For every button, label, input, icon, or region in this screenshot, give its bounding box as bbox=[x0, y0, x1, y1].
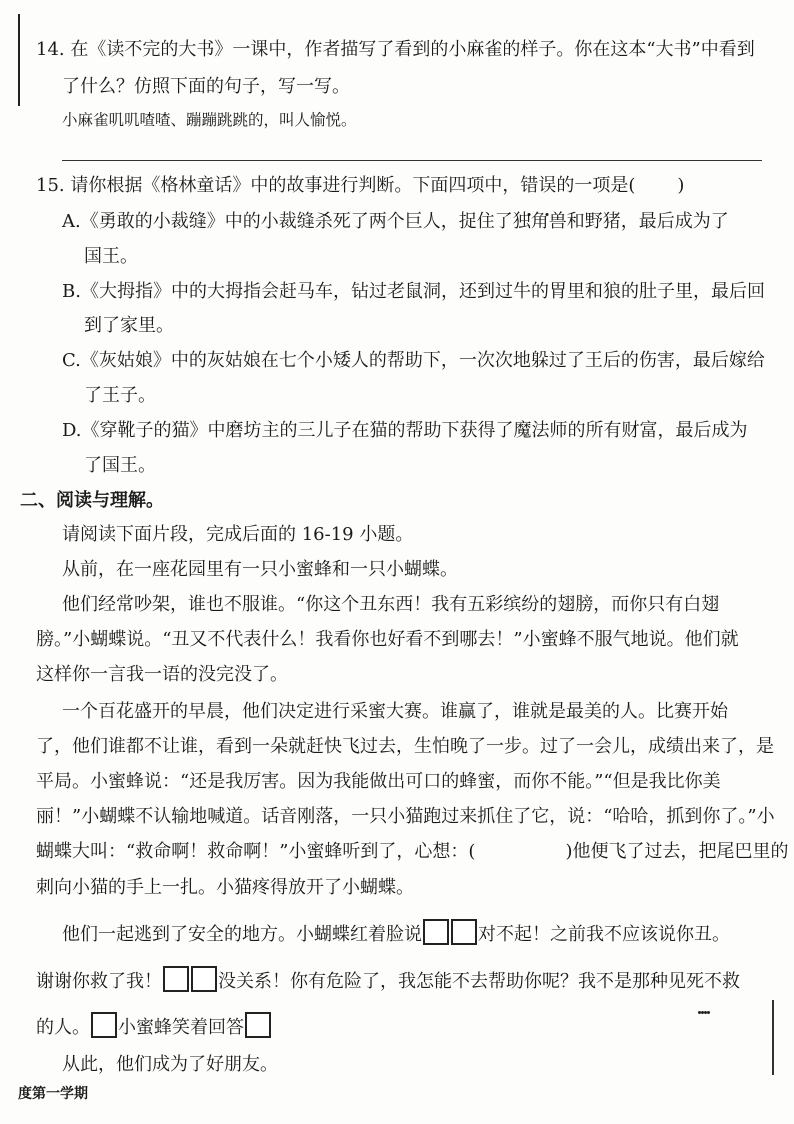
punctuation-box[interactable] bbox=[163, 966, 189, 992]
passage-p3-line6: 刺向小猫的手上一扎。小猫疼得放开了小蝴蝶。 bbox=[36, 877, 414, 898]
passage-p3-line3: 平局。小蜜蜂说：“还是我厉害。因为我能做出可口的蜂蜜，而你不能。”“但是我比你美 bbox=[36, 771, 721, 792]
passage-p4-text-3: 谢谢你救了我！ bbox=[36, 971, 162, 992]
q15-stem-close: ) bbox=[677, 175, 685, 196]
q15-stem bbox=[36, 174, 684, 198]
q15-option-d-line1: D.《穿靴子的猫》中磨坊主的三儿子在猫的帮助下获得了魔法师的所有财富，最后成为 bbox=[62, 420, 748, 441]
passage-p3-line5-end: )他便飞了过去，把尾巴里的 bbox=[565, 841, 789, 862]
passage-paragraph-5: 从此，他们成为了好朋友。 bbox=[62, 1054, 278, 1075]
passage-p2-line1: 他们经常吵架，谁也不服谁。“你这个丑东西！我有五彩缤纷的翅膀，而你只有白翅 bbox=[62, 594, 720, 615]
q15-emphasis-char-2: 误 bbox=[538, 174, 556, 198]
q15-option-c-line2: 了王子。 bbox=[84, 385, 156, 406]
q14-line1: 14. 在《读不完的大书》一课中，作者描写了看到的小麻雀的样子。你在这本“大书”中看到 bbox=[36, 39, 755, 60]
passage-p2-line2: 膀。”小蝴蝶说。“丑又不代表什么！我看你也好看不到哪去！”小蜜蜂不服气地说。他们就 bbox=[36, 629, 739, 650]
passage-p4-text-5: 的人。 bbox=[36, 1017, 90, 1038]
passage-p4-text-2: 对不起！之前我不应该说你丑。 bbox=[478, 924, 730, 945]
margin-line-left bbox=[18, 14, 20, 106]
q15-emphasis-char-1: 错 bbox=[520, 174, 538, 198]
q15-option-a-line1: A.《勇敢的小裁缝》中的小裁缝杀死了两个巨人，捉住了独角兽和野猪，最后成为了 bbox=[62, 211, 729, 232]
page-footer: 度第一学期 bbox=[18, 1086, 88, 1102]
punctuation-box[interactable] bbox=[245, 1012, 271, 1038]
passage-p3-line4: 丽！”小蝴蝶不认输地喊道。话音刚落，一只小猫跑过来抓住了它，说：“哈哈，抓到你了。”小 bbox=[36, 806, 775, 827]
q15-option-d-line2: 了国王。 bbox=[84, 455, 156, 476]
margin-line-right bbox=[772, 1000, 774, 1075]
passage-p4-text-4: 没关系！你有危险了，我怎能不去帮助你呢？我不是那种 bbox=[218, 971, 668, 992]
passage-p3-line2: 了，他们谁都不让谁，看到一朵就赶快飞过去，生怕晚了一步。过了一会儿，成绩出来了，是 bbox=[36, 736, 774, 757]
passage-p4-line1 bbox=[62, 919, 730, 947]
reading-intro: 请阅读下面片段，完成后面的 16-19 小题。 bbox=[62, 524, 414, 545]
punctuation-box[interactable] bbox=[91, 1012, 117, 1038]
passage-p4-line3 bbox=[36, 1012, 272, 1040]
q15-option-b-line2: 到了家里。 bbox=[84, 315, 174, 336]
answer-line bbox=[62, 160, 762, 161]
section-heading: 二、阅读与理解。 bbox=[20, 490, 164, 511]
passage-p3-line5 bbox=[36, 840, 788, 864]
emphasis-dots bbox=[698, 997, 710, 1021]
passage-p3-line1: 一个百花盛开的早晨，他们决定进行采蜜大赛。谁赢了，谁就是最美的人。比赛开始 bbox=[62, 701, 728, 722]
punctuation-box[interactable] bbox=[191, 966, 217, 992]
punctuation-box[interactable] bbox=[451, 919, 477, 945]
q15-option-a-line2: 国王。 bbox=[84, 246, 138, 267]
emphasized-idiom: 见死不救 bbox=[668, 970, 740, 994]
passage-p4-text-1: 他们一起逃到了安全的地方。小蝴蝶红着脸说 bbox=[62, 924, 422, 945]
q15-stem-text: 15. 请你根据《格林童话》中的故事进行判断。下面四项中， bbox=[36, 175, 521, 196]
passage-p2-line3: 这样你一言我一语的没完没了。 bbox=[36, 664, 288, 685]
passage-p4-text-6: 小蜜蜂笑着回答 bbox=[118, 1017, 244, 1038]
q14-line2: 了什么？仿照下面的句子，写一写。 bbox=[62, 76, 350, 97]
q15-option-b-line1: B.《大拇指》中的大拇指会赶马车，钻过老鼠洞，还到过牛的胃里和狼的肚子里，最后回 bbox=[62, 281, 765, 302]
q15-option-c-line1: C.《灰姑娘》中的灰姑娘在七个小矮人的帮助下，一次次地躲过了王后的伤害，最后嫁给 bbox=[62, 350, 765, 371]
passage-paragraph-1: 从前，在一座花园里有一只小蜜蜂和一只小蝴蝶。 bbox=[62, 559, 458, 580]
passage-p3-line5-text: 蝴蝶大叫：“救命啊！救命啊！”小蜜蜂听到了，心想：( bbox=[36, 841, 476, 862]
q14-sample-sentence: 小麻雀叽叽喳喳、蹦蹦跳跳的，叫人愉悦。 bbox=[62, 111, 357, 129]
passage-p4-line2 bbox=[36, 966, 740, 994]
q15-stem-text-2: 的一项是( bbox=[556, 175, 636, 196]
punctuation-box[interactable] bbox=[423, 919, 449, 945]
